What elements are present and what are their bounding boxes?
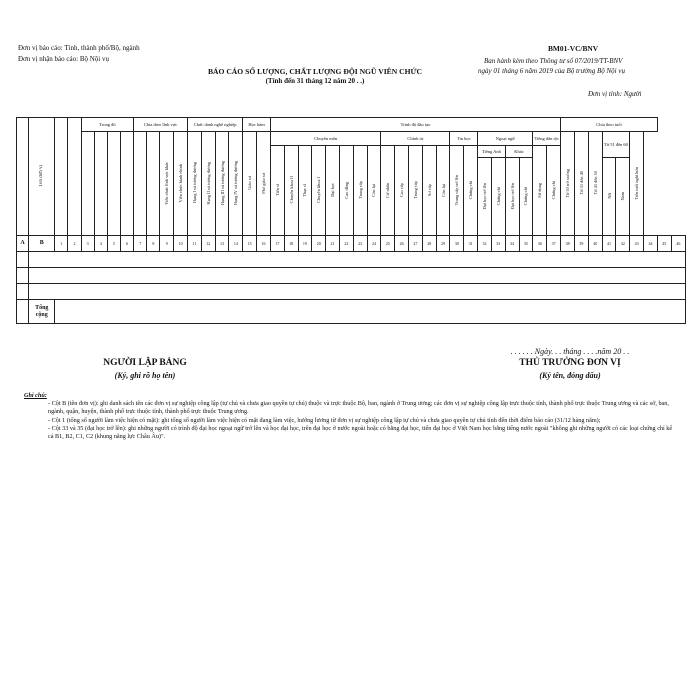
head-title: THỦ TRƯỞNG ĐƠN VỊ <box>519 358 621 368</box>
column-number-cell: 1 <box>55 236 68 252</box>
column-number-cell: 40 <box>588 236 602 252</box>
column-number-cell: 18 <box>284 236 298 252</box>
column-number-cell: 9 <box>160 236 174 252</box>
note-item: - Cột 33 và 35 (đại học trở lên): ghi những người có trình độ đại học ngoại ngữ trở lên và học đại học, trên đại học ở nước ngoài hoặc có bằng đại học, tiến đại học ở Việt Nam học bằng tiếng nước ngoài "không ghi những người có các loại chứng chỉ kể cả B1, B2, C1, C2 (khung năng lực Châu Âu)". <box>48 424 673 441</box>
report-title: BÁO CÁO SỐ LƯỢNG, CHẤT LƯỢNG ĐỘI NGŨ VIÊN CHỨC <box>207 67 423 76</box>
col-intermediate: Trung cấp <box>353 146 367 236</box>
col-female: Nữ <box>602 158 616 236</box>
date-line: . . . . . . Ngày. . . tháng . . . .năm 20 . . <box>510 347 630 356</box>
column-number-cell: 39 <box>574 236 588 252</box>
col-age-41-50: Từ 41 đến 50 <box>588 132 602 236</box>
column-number-cell: 45 <box>657 236 671 252</box>
ethnic-lang-header: Tiếng dân tộc <box>533 132 561 146</box>
education-header: Trình độ đào tạo <box>270 118 560 132</box>
col-en-cert: Chứng chỉ <box>491 158 505 236</box>
col-rank-4: Hạng IV và tương đương <box>229 132 243 236</box>
col-college: Cao đẳng <box>339 146 353 236</box>
column-number-cell: 30 <box>450 236 464 252</box>
column-number-cell: 14 <box>229 236 243 252</box>
it-header: Tin học <box>450 132 478 146</box>
col-retire: Trên tuổi nghỉ hưu <box>630 132 644 236</box>
column-number-cell: 35 <box>519 236 533 252</box>
col-other-univ: Đại học trở lên <box>505 158 519 236</box>
professional-header: Chuyên môn <box>270 132 381 146</box>
head-note: (Ký tên, đóng dấu) <box>539 371 601 380</box>
col-ethnic-cert: Chứng chỉ <box>547 146 561 236</box>
col-field-other: Viên chức lĩnh vực khác <box>160 132 174 236</box>
col-professor: Giáo sư <box>243 132 257 236</box>
column-number-cell: 10 <box>174 236 188 252</box>
table-row <box>17 252 686 268</box>
reporting-unit: Đơn vị báo cáo: Tỉnh, thành phố/Bộ, ngành <box>18 44 140 52</box>
column-number-cell: 3 <box>81 236 94 252</box>
col-university: Đại học <box>326 146 340 236</box>
column-number-cell: 4 <box>94 236 107 252</box>
col-it-intermediate: Trung cấp trở lên <box>450 146 464 236</box>
col-pol-elementary: Sơ cấp <box>422 146 436 236</box>
unit-name-header: Tên đơn vị <box>29 118 55 236</box>
form-code: BM01-VC/BNV <box>548 44 599 53</box>
column-number-cell: 34 <box>505 236 519 252</box>
column-number-cell: 5 <box>107 236 120 252</box>
column-number-cell: 23 <box>353 236 367 252</box>
total-values <box>55 300 686 324</box>
notes-heading: Ghi chú: <box>24 392 47 399</box>
by-age-header: Chia theo tuổi <box>561 118 658 132</box>
table-row <box>17 268 686 284</box>
table-cell <box>29 268 686 284</box>
column-number-cell: 27 <box>409 236 423 252</box>
column-number-cell: 11 <box>188 236 202 252</box>
other-lang-header: Khác <box>505 146 533 158</box>
column-number-cell: 37 <box>547 236 561 252</box>
col-phd: Tiến sĩ <box>270 146 284 236</box>
column-number-cell: 28 <box>422 236 436 252</box>
col-rank-3: Hạng III và tương đương <box>215 132 229 236</box>
table-cell <box>29 252 686 268</box>
col-age-30: Từ 30 trở xuống <box>561 132 575 236</box>
col-ethnic-use: Sử dụng <box>533 146 547 236</box>
total-label: Tổng cộng <box>29 300 55 324</box>
col-pol-remaining: Còn lại <box>436 146 450 236</box>
col-assoc-professor: Phó giáo sư <box>257 132 271 236</box>
preparer-note: (Ký, ghi rõ họ tên) <box>114 371 176 380</box>
issued-line-1: Ban hành kèm theo Thông tư số 07/2019/TT-BNV <box>484 57 623 65</box>
col-male: Nam <box>616 158 630 236</box>
col-a-header <box>17 118 29 236</box>
col-pol-bachelor: Cử nhân <box>381 146 395 236</box>
col-rank-1: Hạng I và tương đương <box>188 132 202 236</box>
column-number-cell: 31 <box>464 236 478 252</box>
report-table <box>16 117 686 324</box>
job-title-header: Chức danh nghề nghiệp <box>188 118 243 132</box>
column-number-cell: 16 <box>257 236 271 252</box>
column-number-cell: 43 <box>630 236 644 252</box>
column-number-cell: 26 <box>395 236 409 252</box>
english-header: Tiếng Anh <box>478 146 506 158</box>
column-number-cell: 24 <box>367 236 381 252</box>
column-number-cell: 29 <box>436 236 450 252</box>
column-number-cell: 33 <box>491 236 505 252</box>
column-number-cell: 12 <box>201 236 215 252</box>
col-en-univ: Đại học trở lên <box>478 158 492 236</box>
column-number-cell: 32 <box>478 236 492 252</box>
column-number-cell: 25 <box>381 236 395 252</box>
age-51-60-header: Từ 51 đến 60 <box>602 132 630 158</box>
report-subtitle: (Tính đến 31 tháng 12 năm 20 . .) <box>265 77 365 85</box>
col-pol-senior: Cao cấp <box>395 146 409 236</box>
table-row <box>17 284 686 300</box>
col-other-cert: Chứng chỉ <box>519 158 533 236</box>
total-row <box>17 300 686 324</box>
receiving-unit: Đơn vị nhận báo cáo: Bộ Nội vụ <box>18 55 109 63</box>
issued-line-2: ngày 01 tháng 6 năm 2019 của Bộ trưởng Bộ Nội vụ <box>478 67 625 75</box>
col-pol-intermediate: Trung cấp <box>409 146 423 236</box>
column-number-cell: A <box>17 236 29 252</box>
column-number-row <box>17 236 686 252</box>
column-number-cell: 8 <box>147 236 160 252</box>
column-number-cell: 20 <box>312 236 326 252</box>
column-number-cell: 19 <box>298 236 312 252</box>
table-cell <box>29 284 686 300</box>
column-number-cell: B <box>29 236 55 252</box>
column-number-cell: 13 <box>215 236 229 252</box>
column-number-cell: 38 <box>561 236 575 252</box>
preparer-title: NGƯỜI LẬP BẢNG <box>103 358 187 368</box>
col-admin: Viên chức hành chính <box>174 132 188 236</box>
column-number-cell: 46 <box>671 236 685 252</box>
academic-rank-header: Học hàm <box>243 118 271 132</box>
col-rank-2: Hạng II và tương đương <box>201 132 215 236</box>
note-item: - Cột B (tên đơn vị): ghi danh sách tên các đơn vị sự nghiệp công lập (tự chủ và chưa giao quyền tự chủ) thuộc và trực thuộc Bộ, ban, ngành ở Trung ương; các đơn vị sự nghiệp công lập trực thuộc tỉnh, thành phố trực thuộc Trung ương và các sở, ban, ngành, quận, huyện, thành phố trực thuộc tỉnh, thành phố trực thuộc Trung ương. <box>48 400 669 416</box>
col-spec-1: Chuyên khoa I <box>312 146 326 236</box>
column-number-cell: 42 <box>616 236 630 252</box>
notes-section <box>24 392 674 441</box>
political-header: Chính trị <box>381 132 450 146</box>
column-number-cell: 15 <box>243 236 257 252</box>
note-item: - Cột 1 (tổng số người làm việc hiện có mặt): ghi tổng số người làm việc hiện có mặt đang làm việc, hưởng lương từ đơn vị sự nghiệp công lập tự chủ và chưa giao quyền tự chủ tính đến thời điểm báo cáo (31/12 hàng năm); <box>48 416 601 424</box>
col-it-cert: Chứng chỉ <box>464 146 478 236</box>
column-number-cell: 41 <box>602 236 616 252</box>
col-master: Thạc sĩ <box>298 146 312 236</box>
column-number-cell: 17 <box>270 236 284 252</box>
column-number-cell: 44 <box>644 236 658 252</box>
col-age-31-40: Từ 31 đến 40 <box>574 132 588 236</box>
column-number-cell: 7 <box>134 236 147 252</box>
column-number-cell: 21 <box>326 236 340 252</box>
column-number-cell: 36 <box>533 236 547 252</box>
column-number-cell: 6 <box>120 236 133 252</box>
col-remaining: Còn lại <box>367 146 381 236</box>
by-field-header: Chia theo lĩnh vực <box>134 118 188 132</box>
within-header: Trong đó <box>81 118 134 132</box>
col-spec-2: Chuyên khoa II <box>284 146 298 236</box>
foreign-lang-header: Ngoại ngữ <box>478 132 533 146</box>
column-number-cell: 22 <box>339 236 353 252</box>
unit-label: Đơn vị tính: Người <box>588 90 642 98</box>
column-number-cell: 2 <box>68 236 81 252</box>
